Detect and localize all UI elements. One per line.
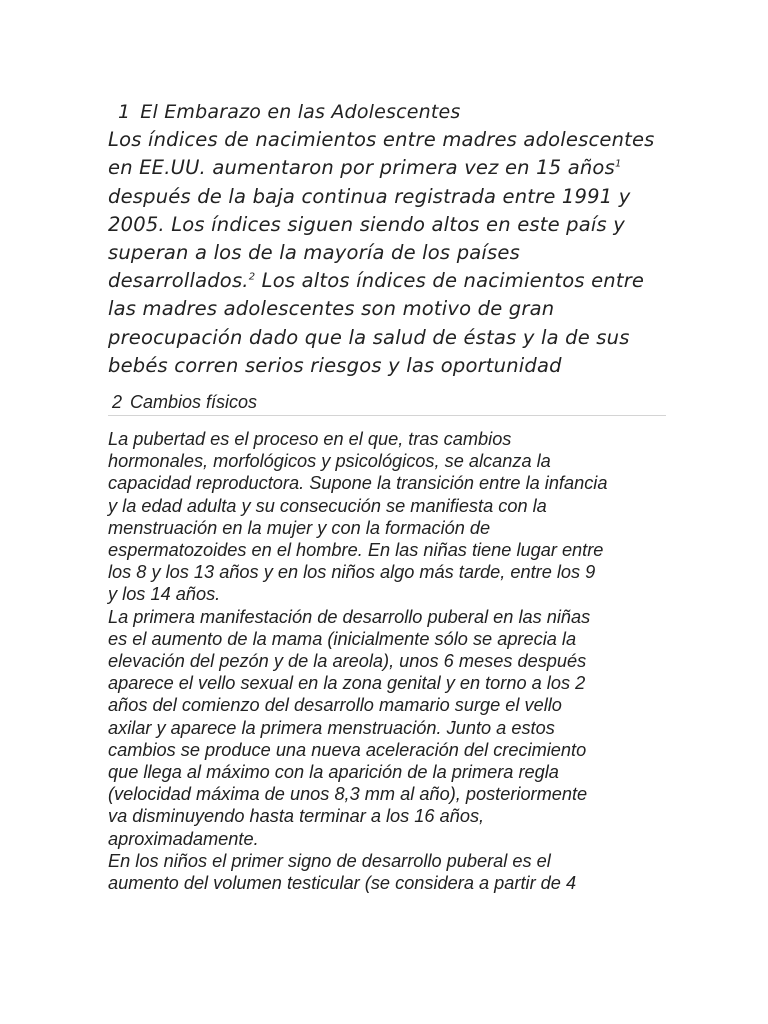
paragraph-line: los 8 y los 13 años y en los niños algo más tarde, entre los 9	[108, 562, 596, 583]
paragraph-line: aumento del volumen testicular (se considera a partir de 4	[108, 873, 577, 894]
section-2-number: 2	[112, 392, 123, 412]
paragraph-line: aproximadamente.	[108, 828, 259, 849]
section-1-number: 1	[118, 101, 131, 123]
section-2-title: Cambios físicos	[130, 392, 258, 412]
section-1-title: El Embarazo en las Adolescentes	[140, 101, 461, 123]
paragraph-line: menstruación en la mujer y con la formación de	[108, 517, 491, 538]
paragraph-line: En los niños el primer signo de desarrollo puberal es el	[108, 850, 551, 871]
paragraph-line: (velocidad máxima de unos 8,3 mm al año), posteriormente	[108, 784, 588, 805]
paragraph-line: es el aumento de la mama (inicialmente sólo se aprecia la	[108, 628, 577, 649]
paragraph-line: hormonales, morfológicos y psicológicos, se alcanza la	[108, 451, 551, 472]
paragraph-line: axilar y aparece la primera menstruación. Junto a estos	[108, 717, 555, 738]
section-2-body	[108, 428, 668, 894]
paragraph-line: cambios se produce una nueva aceleración del crecimiento	[108, 739, 587, 760]
paragraph-line: en EE.UU. aumentaron por primera vez en 15 años$^1$	[108, 156, 622, 180]
paragraph-line: va disminuyendo hasta terminar a los 16 años,	[108, 806, 485, 827]
paragraph-line: desarrollados.$^2$ Los altos índices de nacimientos entre	[108, 269, 645, 293]
footnote-ref[interactable]: 1	[614, 158, 622, 170]
paragraph-line: espermatozoides en el hombre. En las niñas tiene lugar entre	[108, 540, 604, 561]
footnote-ref[interactable]: 2	[248, 271, 256, 283]
paragraph-line: Los índices de nacimientos entre madres adolescentes	[108, 128, 655, 152]
paragraph-line: y la edad adulta y su consecución se manifiesta con la	[108, 495, 547, 516]
section-1-body	[108, 126, 668, 380]
paragraph-line: capacidad reproductora. Supone la transición entre la infancia	[108, 473, 608, 494]
paragraph-line: y los 14 años.	[108, 584, 221, 605]
section-2-heading	[108, 390, 666, 416]
paragraph-line: aparece el vello sexual en la zona genital y en torno a los 2	[108, 673, 586, 694]
paragraph-line: después de la baja continua registrada entre 1991 y	[108, 184, 631, 208]
paragraph-line: 2005. Los índices siguen siendo altos en este país y	[108, 212, 626, 236]
paragraph-line: superan a los de la mayoría de los países	[108, 241, 520, 265]
paragraph-line: La primera manifestación de desarrollo puberal en las niñas	[108, 606, 591, 627]
section-embarazo-adolescentes	[108, 98, 668, 380]
paragraph-line: La pubertad es el proceso en el que, tras cambios	[108, 429, 512, 449]
paragraph-line: elevación del pezón y de la areola), unos 6 meses después	[108, 651, 587, 672]
paragraph-line: años del comienzo del desarrollo mamario surge el vello	[108, 695, 562, 716]
paragraph-line: las madres adolescentes son motivo de gran	[108, 297, 555, 321]
paragraph-line: preocupación dado que la salud de éstas y la de sus	[108, 325, 630, 349]
paragraph-line: que llega al máximo con la aparición de la primera regla	[108, 762, 559, 783]
section-1-heading	[108, 98, 668, 126]
paragraph-line: bebés corren serios riesgos y las oportunidad	[108, 353, 562, 377]
